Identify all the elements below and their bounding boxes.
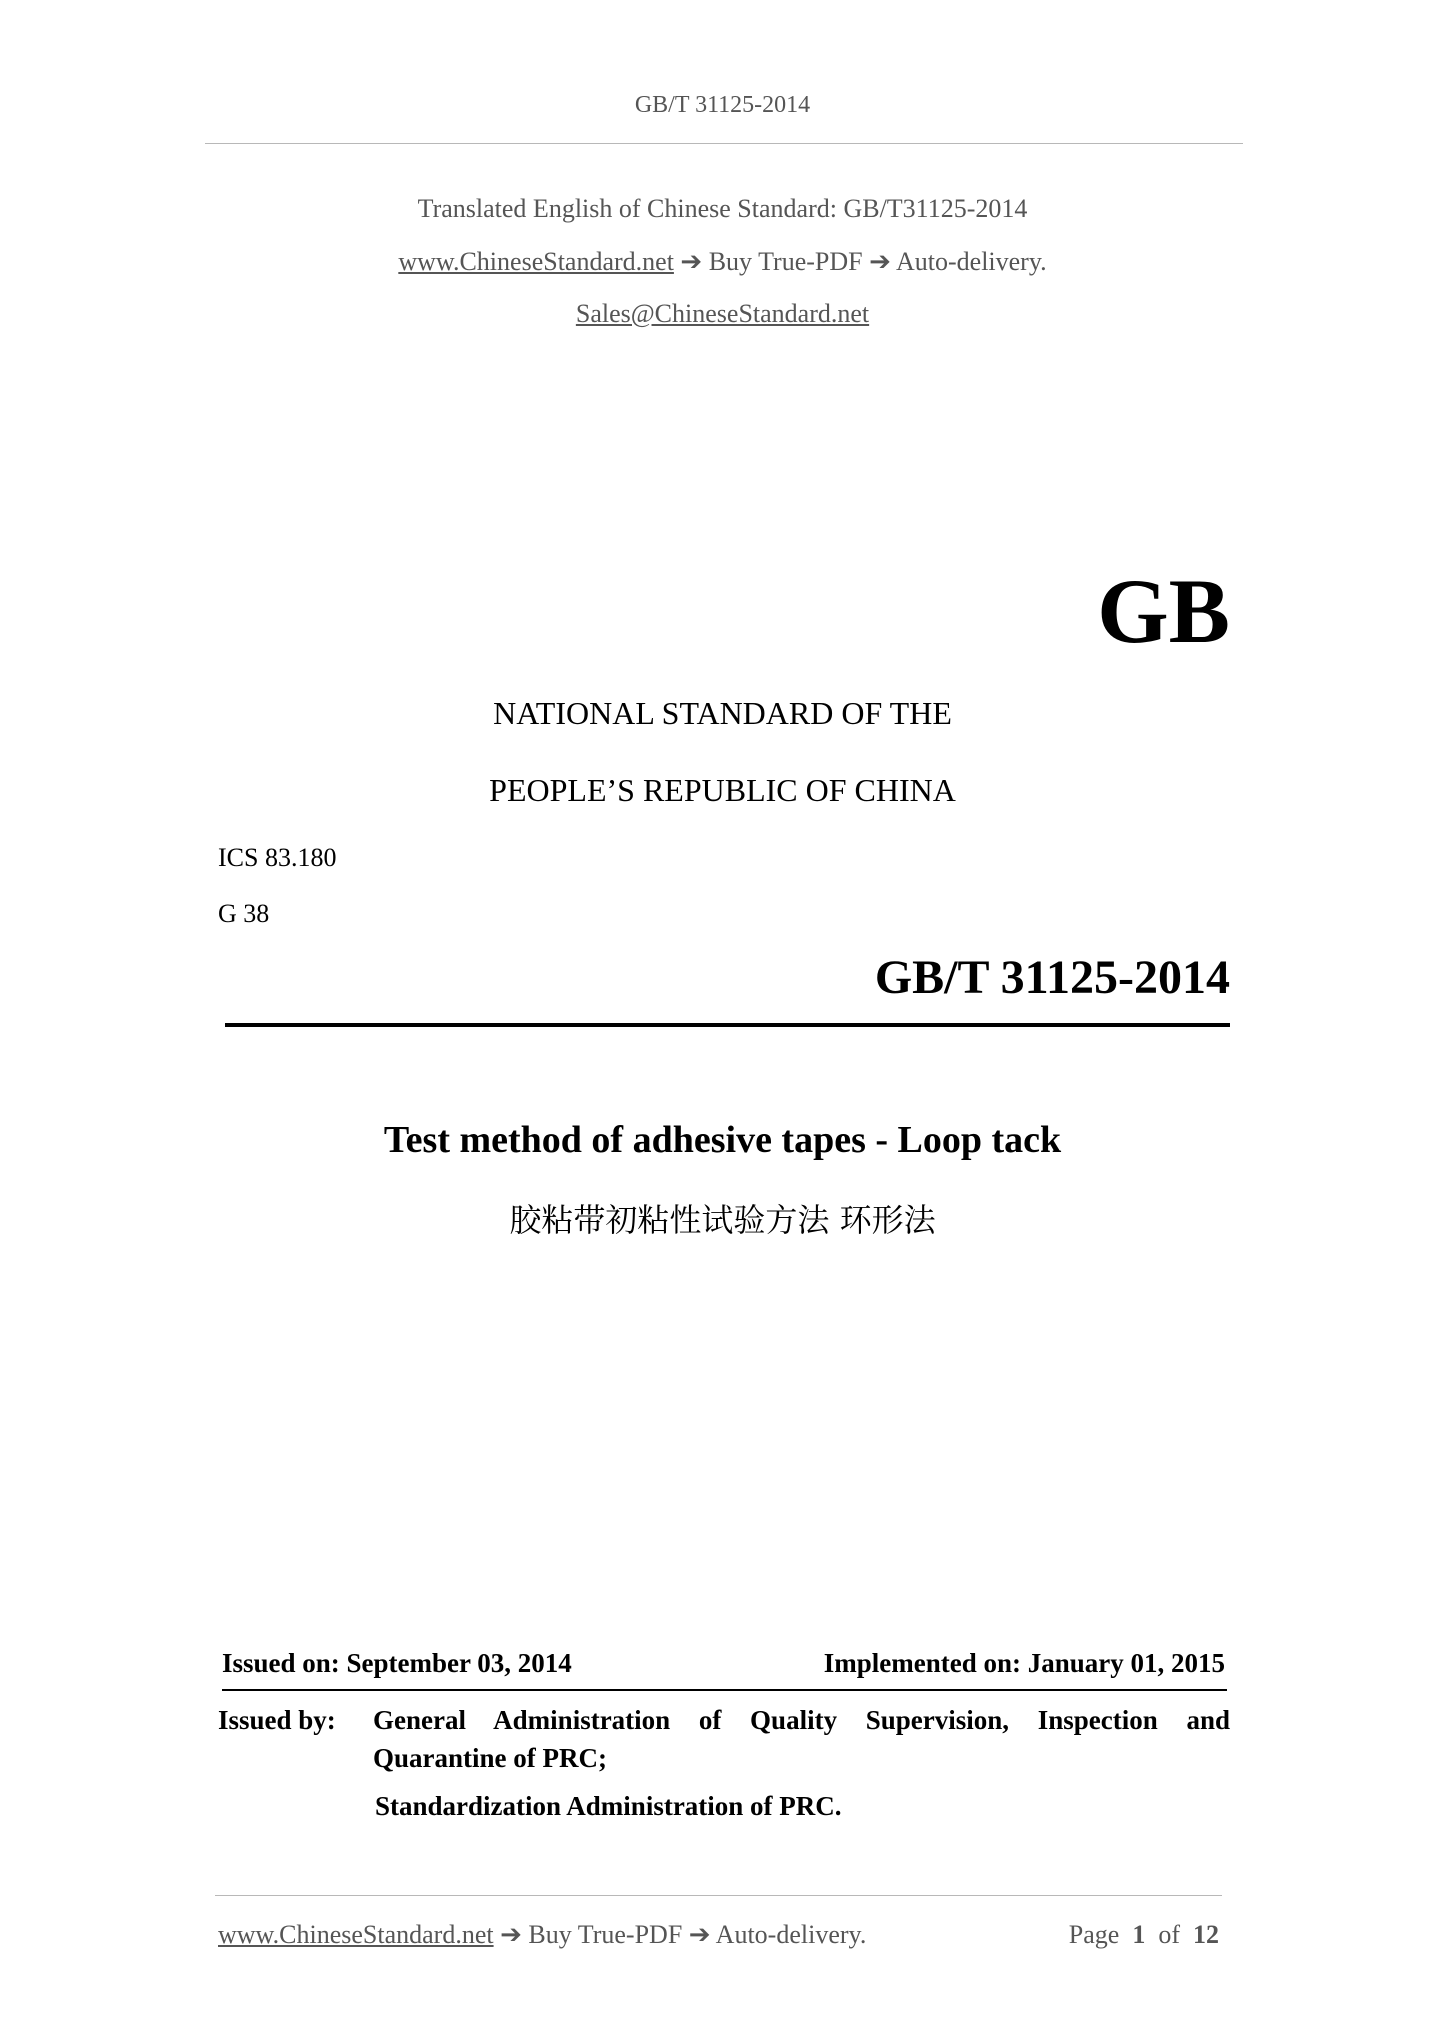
page-total: 12 xyxy=(1193,1920,1219,1949)
email-link[interactable]: Sales@ChineseStandard.net xyxy=(575,299,870,328)
title-zh: 胶粘带初粘性试验方法 环形法 xyxy=(509,1201,936,1239)
promo-buy-text: Buy True-PDF xyxy=(708,247,863,276)
issued-by-label: Issued by: xyxy=(218,1705,336,1735)
site-link[interactable]: www.ChineseStandard.net xyxy=(398,247,674,276)
footer-delivery-text: Auto-delivery. xyxy=(715,1920,867,1949)
gb-mark: GB xyxy=(1097,560,1230,662)
footer-promo xyxy=(218,1920,866,1950)
page-current: 1 xyxy=(1132,1920,1146,1949)
national-standard-line-1: NATIONAL STANDARD OF THE xyxy=(493,695,952,731)
title-en: Test method of adhesive tapes - Loop tack xyxy=(383,1119,1062,1161)
page-label: Page xyxy=(1068,1920,1120,1949)
right-arrow-icon: ➔ xyxy=(680,247,703,276)
footer-divider xyxy=(215,1895,1222,1896)
header-divider xyxy=(205,143,1243,144)
issued-by-line-2: Quarantine of PRC; xyxy=(373,1743,607,1773)
national-standard-line-2: PEOPLE’S REPUBLIC OF CHINA xyxy=(489,772,956,808)
standard-number: GB/T 31125-2014 xyxy=(874,951,1230,1004)
issue-divider xyxy=(222,1689,1227,1691)
implemented-on: Implemented on: January 01, 2015 xyxy=(823,1648,1225,1678)
right-arrow-icon: ➔ xyxy=(869,247,891,276)
page-of: of xyxy=(1158,1920,1180,1949)
issued-by-line-3: Standardization Administration of PRC. xyxy=(375,1791,842,1821)
issued-by-line-1: General Administration of Quality Supervision, Inspection and xyxy=(373,1705,1230,1735)
page-number xyxy=(1069,1920,1219,1950)
promo-line-2 xyxy=(0,247,1445,277)
promo-delivery-text: Auto-delivery. xyxy=(896,247,1047,276)
footer-site-link[interactable]: www.ChineseStandard.net xyxy=(218,1920,494,1949)
ics-code: ICS 83.180 xyxy=(218,843,337,872)
ccs-code: G 38 xyxy=(218,899,270,928)
standard-number-divider xyxy=(225,1023,1230,1027)
issued-on: Issued on: September 03, 2014 xyxy=(222,1648,572,1678)
footer-buy-text: Buy True-PDF xyxy=(528,1920,683,1949)
right-arrow-icon: ➔ xyxy=(500,1920,522,1949)
running-header: GB/T 31125-2014 xyxy=(634,92,811,118)
right-arrow-icon: ➔ xyxy=(688,1920,711,1949)
promo-line-1: Translated English of Chinese Standard: GB/T31125-2014 xyxy=(417,194,1028,223)
